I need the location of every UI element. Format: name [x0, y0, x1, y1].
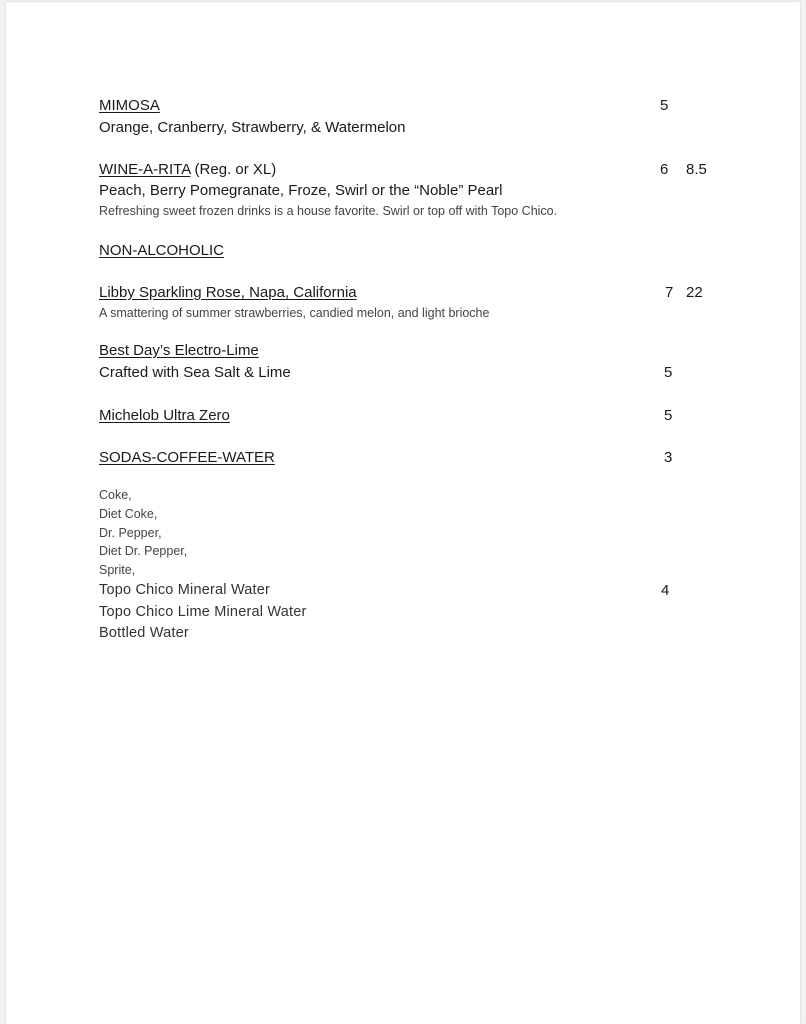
wine-a-rita-flavors: Peach, Berry Pomegranate, Froze, Swirl or the “Noble” Pearl: [99, 182, 503, 199]
sodas-price: 3: [664, 449, 673, 466]
michelob-price: 5: [664, 407, 673, 424]
michelob-title: Michelob Ultra Zero: [99, 407, 230, 424]
wine-a-rita-price-xl: 8.5: [686, 161, 707, 178]
soda-item-dr-pepper: Dr. Pepper,: [99, 526, 162, 540]
best-days-price: 5: [664, 364, 673, 381]
mimosa-flavors: Orange, Cranberry, Strawberry, & Watermelon: [99, 119, 406, 136]
soda-item-sprite: Sprite,: [99, 563, 136, 577]
libby-price-bottle: 22: [686, 284, 703, 301]
wine-a-rita-title-line: [99, 162, 276, 177]
wine-a-rita-price-reg: 6: [660, 161, 669, 178]
soda-item-diet-dr-pepper: Diet Dr. Pepper,: [99, 544, 188, 558]
water-item-topo-chico: Topo Chico Mineral Water: [99, 582, 271, 598]
wine-a-rita-description: Refreshing sweet frozen drinks is a house favorite. Swirl or top off with Topo Chico.: [99, 204, 558, 218]
non-alcoholic-heading: NON-ALCOHOLIC: [99, 242, 225, 259]
wine-a-rita-size-note: (Reg. or XL): [190, 161, 277, 178]
wine-a-rita-title: WINE-A-RITA: [99, 161, 191, 178]
best-days-title: Best Day’s Electro-Lime: [99, 342, 259, 359]
water-item-topo-chico-lime: Topo Chico Lime Mineral Water: [99, 604, 307, 620]
soda-item-coke: Coke,: [99, 488, 132, 502]
water-item-bottled-water: Bottled Water: [99, 625, 189, 641]
libby-title: Libby Sparkling Rose, Napa, California: [99, 284, 357, 301]
libby-description: A smattering of summer strawberries, candied melon, and light brioche: [99, 306, 490, 320]
sodas-heading: SODAS-COFFEE-WATER: [99, 449, 275, 466]
menu-page: [6, 2, 800, 1024]
best-days-subtitle: Crafted with Sea Salt & Lime: [99, 364, 291, 381]
mimosa-price: 5: [660, 97, 669, 114]
mimosa-title: MIMOSA: [99, 97, 160, 114]
soda-item-diet-coke: Diet Coke,: [99, 507, 158, 521]
water-price: 4: [661, 582, 670, 599]
libby-price-glass: 7: [665, 284, 674, 301]
